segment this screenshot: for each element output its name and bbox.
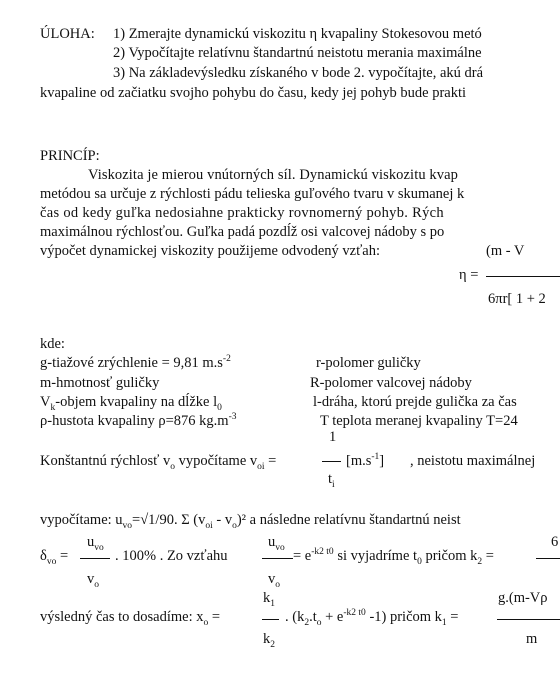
uncertainty-text: vypočítame: $u_{vo}=√1/90$. Σ $(v_{oi} - v_o)^2$ a následne relatívnu štandartnú neist [40, 512, 461, 531]
velocity-text: Konštantnú rýchlosť $v_o$ vypočítame $v_{oi}$ = [40, 453, 277, 472]
task-item-2: 2) Vypočítajte relatívnu štandartnú neistotu merania maximálne [113, 45, 482, 61]
definition-mass: m-hmotnosť guličky [40, 375, 160, 391]
k1-fraction-bar [497, 619, 560, 620]
delta-fraction-bar [80, 558, 110, 559]
velocity-unit: $[m.s^{-1}]$ [346, 452, 385, 469]
delta-lhs: $\delta_{vo}$ = [40, 548, 69, 567]
eta-formula-lhs: η = [459, 267, 479, 283]
task-item-1: 1) Zmerajte dynamickú viskozitu η kvapaliny Stokesovou metó [113, 26, 482, 42]
velocity-tail: , neistotu maximálnej [410, 453, 536, 469]
principle-line-5: výpočet dynamickej viskozity použijeme odvodený vzťah: [40, 243, 381, 259]
result-expression: . ($k_2.t_o + e^{-k2 t0}$ -1) pričom $k_1$ = [285, 608, 459, 628]
velocity-fraction-denominator: $t_i$ [328, 471, 335, 490]
delta-numerator: $u_{vo}$ [87, 534, 104, 553]
k1-denominator: m [526, 631, 538, 647]
velocity-fraction-bar [322, 461, 341, 462]
ratio-equation-text: = $e^{-k2 t0}$ si vyjadríme $t_0$ pričom $k_2$ = [293, 547, 494, 567]
result-text: výsledný čas to dosadíme: $x_o$ = [40, 609, 221, 628]
delta-denominator: $v_o$ [87, 571, 99, 590]
delta-percent-text: . 100% . Zo vzťahu [115, 548, 228, 564]
definitions-heading: kde: [40, 336, 65, 352]
task-heading: ÚLOHA: [40, 26, 95, 42]
definition-temperature: T teplota meranej kvapaliny T=24 [320, 413, 518, 429]
result-fraction-bar [262, 619, 279, 620]
definition-path: l-dráha, ktorú prejde gulička za čas [313, 394, 517, 410]
result-numerator: $k_1$ [263, 590, 275, 609]
k2-numerator: 6 [551, 534, 559, 550]
principle-line-4: maximálnou rýchlosťou. Guľka padá pozdĺž osi valcovej nádoby s po [40, 224, 445, 240]
result-denominator: $k_2$ [263, 631, 275, 650]
task-item-3-continued: kvapaline od začiatku svojho pohybu do času, kedy jej pohyb bude prakti [40, 85, 467, 101]
eta-fraction-bar [486, 276, 560, 277]
definition-gravity: g-tiažové zrýchlenie = 9,81 $m.s^{-2}$ [40, 354, 231, 371]
k1-numerator: g.(m-Vρ [498, 590, 548, 606]
principle-line-1: Viskozita je mierou vnútorných síl. Dynamickú viskozitu kvap [88, 167, 458, 183]
velocity-fraction-numerator: 1 [329, 429, 337, 445]
definition-radius: r-polomer guličky [316, 355, 421, 371]
task-item-3: 3) Na základevýsledku získaného v bode 2. vypočítajte, akú drá [113, 65, 484, 81]
ratio-fraction-bar [262, 558, 293, 559]
principle-heading: PRINCÍP: [40, 148, 100, 164]
eta-formula-denominator: 6πr[ 1 + 2 [488, 291, 546, 307]
principle-line-3: čas od kedy guľka nedosiahne prakticky rovnomerný pohyb. Rých [40, 205, 444, 221]
ratio-numerator: $u_{vo}$ [268, 534, 285, 553]
eta-formula-numerator: (m - V [486, 243, 525, 259]
definition-vessel-radius: R-polomer valcovej nádoby [310, 375, 472, 391]
principle-line-2: metódou sa určuje z rýchlosti pádu telieska guľového tvaru v skumanej k [40, 186, 465, 202]
definition-density: ρ-hustota kvapaliny ρ=876 $kg.m^{-3}$ [40, 412, 237, 429]
k2-fraction-bar [536, 558, 560, 559]
definition-volume: $V_k$-objem kvapaliny na dĺžke $l_0$ [40, 394, 222, 413]
ratio-denominator: $v_o$ [268, 571, 280, 590]
